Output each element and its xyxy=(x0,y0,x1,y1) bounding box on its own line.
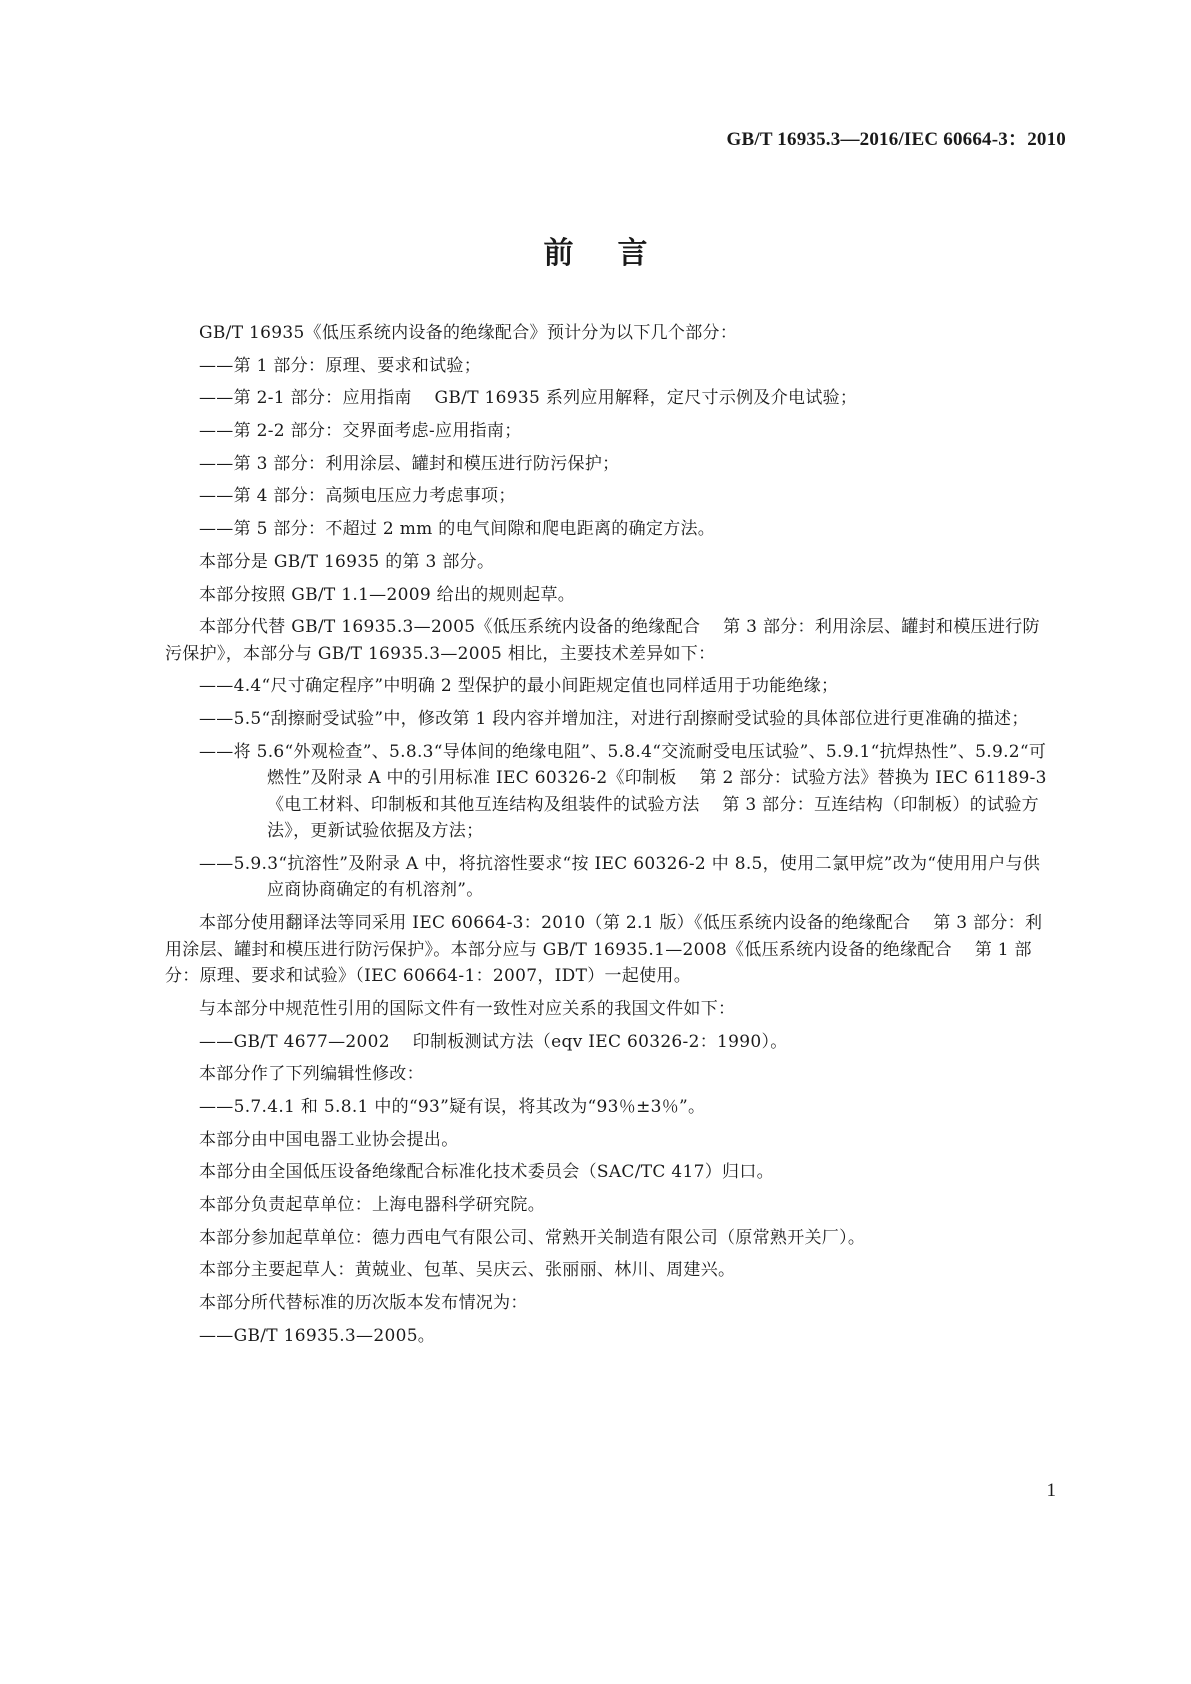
list-item: ——5.7.4.1 和 5.8.1 中的“93”疑有误，将其改为“93％±3％”。 xyxy=(199,1096,706,1117)
paragraph: 本部分负责起草单位：上海电器科学研究院。 xyxy=(199,1194,545,1215)
paragraph: 本部分由中国电器工业协会提出。 xyxy=(199,1129,459,1150)
document-code-header: GB/T 16935.3—2016/IEC 60664-3：2010 xyxy=(726,129,1066,150)
paragraph: 本部分按照 GB/T 1.1—2009 给出的规则起草。 xyxy=(199,584,576,605)
paragraph: 本部分代替 GB/T 16935.3—2005《低压系统内设备的绝缘配合 第 3 部分：利用涂层、罐封和模压进行防污保护》，本部分与 GB/T 16935.3—2005 相比，主要技术差异如下： xyxy=(165,617,1040,664)
list-item: ——GB/T 4677—2002 印制板测试方法（eqv IEC 60326-2：1990）。 xyxy=(199,1031,788,1052)
paragraph: 本部分作了下列编辑性修改： xyxy=(199,1064,424,1085)
paragraph: 本部分所代替标准的历次版本发布情况为： xyxy=(199,1293,528,1313)
paragraph: GB/T 16935《低压系统内设备的绝缘配合》预计分为以下几个部分： xyxy=(199,323,738,343)
list-item: ——第 5 部分：不超过 2 mm 的电气间隙和爬电距离的确定方法。 xyxy=(199,519,716,540)
paragraph: 本部分使用翻译法等同采用 IEC 60664-3：2010（第 2.1 版）《低压系统内设备的绝缘配合 第 3 部分：利用涂层、罐封和模压进行防污保护》。本部分应与 GB/T 16935.1—2008《低压系统内设备的绝缘配合 第 1 部分：原理、要求和试验》（IEC 60664-1：2007，IDT）一起使用。 xyxy=(165,913,1043,987)
list-item: ——第 1 部分：原理、要求和试验； xyxy=(199,355,482,376)
page-number: 1 xyxy=(1046,1480,1056,1501)
list-item: ——5.9.3“抗溶性”及附录 A 中，将抗溶性要求“按 IEC 60326-2 中 8.5，使用二氯甲烷”改为“使用用户与供应商协商确定的有机溶剂”。 xyxy=(199,853,1041,901)
list-item: ——4.4“尺寸确定程序”中明确 2 型保护的最小间距规定值也同样适用于功能绝缘； xyxy=(199,676,839,697)
paragraph: 本部分是 GB/T 16935 的第 3 部分。 xyxy=(199,551,495,572)
list-item: ——第 2-1 部分：应用指南 GB/T 16935 系列应用解释，定尺寸示例及介电试验； xyxy=(199,388,858,409)
paragraph: 本部分主要起草人：黄兢业、包革、吴庆云、张丽丽、林川、周建兴。 xyxy=(199,1260,736,1281)
list-item: ——5.5“刮擦耐受试验”中，修改第 1 段内容并增加注，对进行刮擦耐受试验的具体部位进行更准确的描述； xyxy=(199,709,1029,730)
list-item: ——第 3 部分：利用涂层、罐封和模压进行防污保护； xyxy=(199,453,620,474)
paragraph: 本部分由全国低压设备绝缘配合标准化技术委员会（SAC/TC 417）归口。 xyxy=(199,1162,774,1183)
paragraph: 本部分参加起草单位：德力西电气有限公司、常熟开关制造有限公司（原常熟开关厂）。 xyxy=(199,1227,866,1248)
list-item: ——GB/T 16935.3—2005。 xyxy=(199,1325,436,1346)
page-title: 前言 xyxy=(543,236,692,271)
list-item: ——第 2-2 部分：交界面考虑-应用指南； xyxy=(199,421,522,442)
list-item: ——第 4 部分：高频电压应力考虑事项； xyxy=(199,486,516,507)
list-item: ——将 5.6“外观检查”、5.8.3“导体间的绝缘电阻”、5.8.4“交流耐受电压试验”、5.9.1“抗焊热性”、5.9.2“可燃性”及附录 A 中的引用标准 IEC 60326-2《印制板 第 2 部分：试验方法》替换为 IEC 61189-3《电工材料、印制板和其他互连结构及组装件的试验方法 第 3 部分：互连结构（印制板）的试验方法》，更新试验依据及方法； xyxy=(199,741,1047,842)
foreword-body xyxy=(165,320,1055,1355)
paragraph: 与本部分中规范性引用的国际文件有一致性对应关系的我国文件如下： xyxy=(199,998,736,1019)
